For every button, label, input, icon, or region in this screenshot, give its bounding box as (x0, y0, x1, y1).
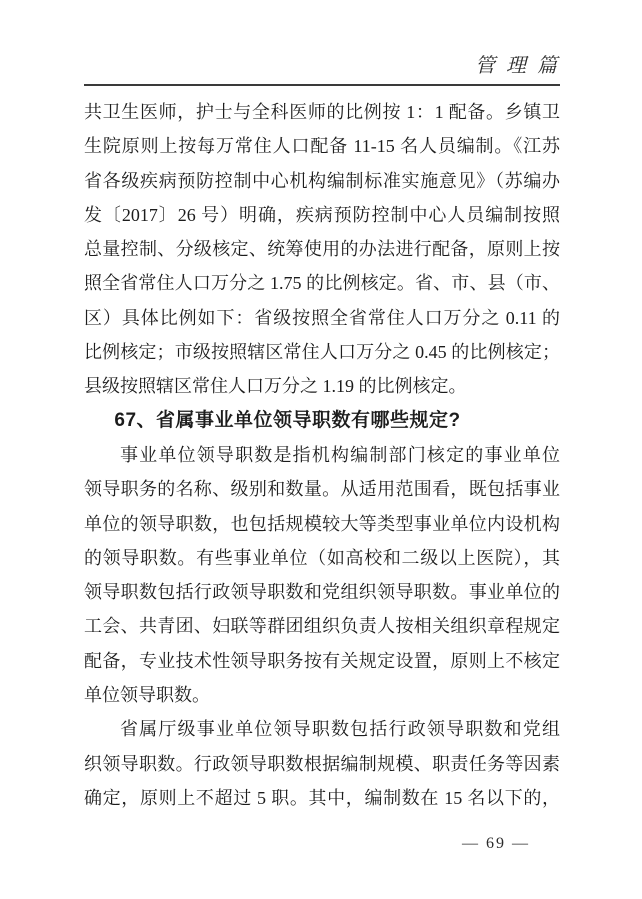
chapter-title: 管 理 篇 (475, 55, 560, 77)
text-line: 单位的领导职数，也包括规模较大等类型事业单位内设机构 (84, 513, 560, 534)
text-line: 县级按照辖区常住人口万分之 1.19 的比例核定。 (84, 376, 467, 397)
text-line: 配备，专业技术性领导职务按有关规定设置，原则上不核定 (84, 650, 560, 671)
section-heading: 67、省属事业单位领导职数有哪些规定? (114, 409, 461, 431)
text-line: 领导职务的名称、级别和数量。从适用范围看，既包括事业 (84, 479, 560, 500)
text-line: 发〔2017〕26 号）明确，疾病预防控制中心人员编制按照 (84, 204, 560, 225)
page-footer (84, 835, 560, 853)
header-rule (84, 84, 560, 86)
paragraph-first-line: 省属厅级事业单位领导职数包括行政领导职数和党组 (120, 719, 560, 740)
text-line: 织领导职数。行政领导职数根据编制规模、职责任务等因素 (84, 753, 560, 774)
text-line: 共卫生医师，护士与全科医师的比例按 1：1 配备。乡镇卫 (84, 102, 560, 122)
text-line: 省各级疾病预防控制中心机构编制标准实施意见》（苏编办 (84, 170, 560, 191)
paragraph-first-line: 事业单位领导职数是指机构编制部门核定的事业单位 (120, 444, 560, 465)
body-text (84, 95, 560, 815)
text-line: 比例核定；市级按照辖区常住人口万分之 0.45 的比例核定； (84, 342, 560, 363)
text-line: 区）具体比例如下：省级按照全省常住人口万分之 0.11 的 (84, 307, 560, 328)
text-line: 工会、共青团、妇联等群团组织负责人按相关组织章程规定 (84, 616, 560, 637)
text-line: 单位领导职数。 (84, 685, 210, 706)
text-line: 领导职数包括行政领导职数和党组织领导职数。事业单位的 (84, 582, 560, 603)
page-number: — 69 — (462, 835, 530, 852)
text-line: 确定，原则上不超过 5 职。其中，编制数在 15 名以下的， (84, 787, 560, 808)
page-header (84, 52, 560, 82)
text-line: 的领导职数。有些事业单位（如高校和二级以上医院），其 (84, 547, 560, 568)
text-line: 生院原则上按每万常住人口配备 11-15 名人员编制。《江苏 (84, 136, 560, 157)
text-line: 照全省常住人口万分之 1.75 的比例核定。省、市、县（市、 (84, 273, 560, 294)
text-line: 总量控制、分级核定、统筹使用的办法进行配备，原则上按 (84, 239, 560, 260)
